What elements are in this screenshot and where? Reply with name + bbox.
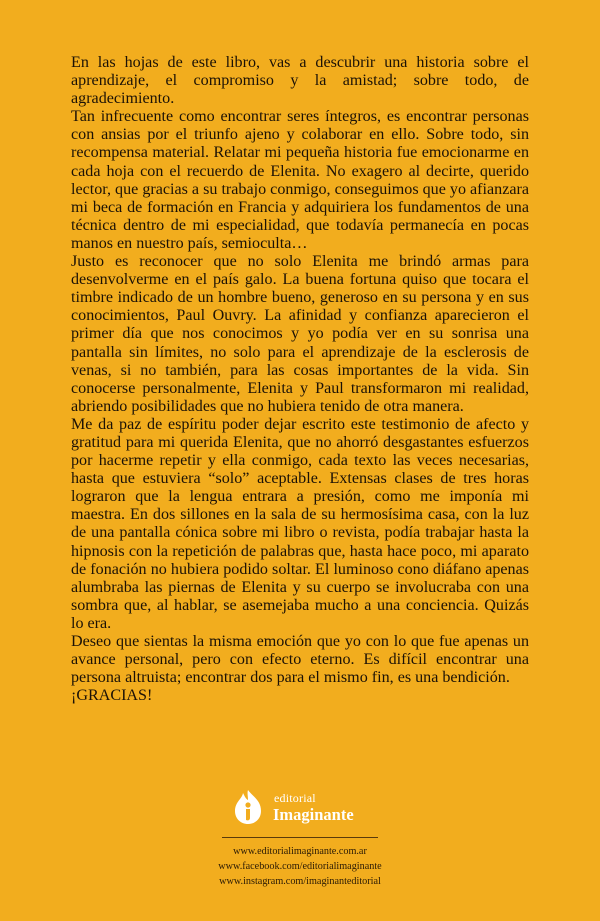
- publisher-logo: [228, 787, 378, 827]
- publisher-label-small: editorial: [274, 791, 316, 805]
- paragraph-deseo: Deseo que sientas la misma emoción que yo con lo que fue apenas un avance personal, pero con efecto eterno. Es difícil encontrar una persona altruista; encontrar dos para el mismo fin, es una bendición.: [71, 633, 529, 687]
- paragraph-infrecuente: Tan infrecuente como encontrar seres íntegros, es encontrar personas con ansias por el triunfo ajeno y colaborar en ello. Sobre todo, sin recompensa material. Relatar mi pequeña historia fue emocionarme en cada hoja con el recuerdo de Elenita. No exagero al decirte, querido lector, que gracias a su trabajo conmigo, conseguimos que yo afianzara mi beca de formación en Francia y adquiriera los fundamentos de una técnica dentro de mi especialidad, que todavía permanecía en pocas manos en nuestro país, semioculta…: [71, 108, 529, 252]
- facebook-link[interactable]: www.facebook.com/editorialimaginante: [218, 861, 382, 872]
- paragraph-justo: Justo es reconocer que no solo Elenita me brindó armas para desenvolverme en el país galo. La buena fortuna quiso que tocara el timbre indicado de un hombre bueno, generoso en su persona y en sus conocimientos, Paul Ouvry. La afinidad y confianza aparecieron el primer día que nos conocimos y yo podía ver en su sonrisa una pantalla sin límites, no solo para el aprendizaje de la esclerosis de venas, si no también, para las cosas importantes de la vida. Sin conocerse personalmente, Elenita y Paul transformaron mi realidad, abriendo posibilidades que no hubiera tenido de otra manera.: [71, 253, 529, 415]
- paragraph-intro: En las hojas de este libro, vas a descubrir una historia sobre el aprendizaje, el compromiso y la amistad; sobre todo, de agradecimiento.: [71, 54, 529, 108]
- publisher-links: [180, 844, 420, 889]
- flame-i-logo-icon: [228, 787, 268, 827]
- publisher-name: Imaginante: [273, 805, 354, 824]
- instagram-link[interactable]: www.instagram.com/imaginanteditorial: [219, 876, 381, 887]
- paragraph-paz: Me da paz de espíritu poder dejar escrito este testimonio de afecto y gratitud para mi querida Elenita, que no ahorró desgastantes esfuerzos por hacerme repetir y ella conmigo, cada texto las veces necesarias, hasta que estuviera “solo” aceptable. Extensas clases de tres horas lograron que la lengua entrara a presión, como me imponía mi maestra. En dos sillones en la sala de su hermosísima casa, con la luz de una pantalla cónica sobre mi libro o revista, podía trabajar hasta la hipnosis con la repetición de palabras que, hasta hace poco, mi aparato de fonación no hubiera podido soltar. El luminoso cono diáfano apenas alumbraba las piernas de Elenita y su cuerpo se involucraba con una sombra que, al hablar, se asemejaba mucho a una conciencia. Quizás lo era.: [71, 415, 529, 632]
- body-text: [71, 54, 529, 705]
- paragraph-gracias: ¡GRACIAS!: [71, 687, 153, 705]
- website-link[interactable]: www.editorialimaginante.com.ar: [233, 846, 367, 857]
- divider: [222, 837, 378, 838]
